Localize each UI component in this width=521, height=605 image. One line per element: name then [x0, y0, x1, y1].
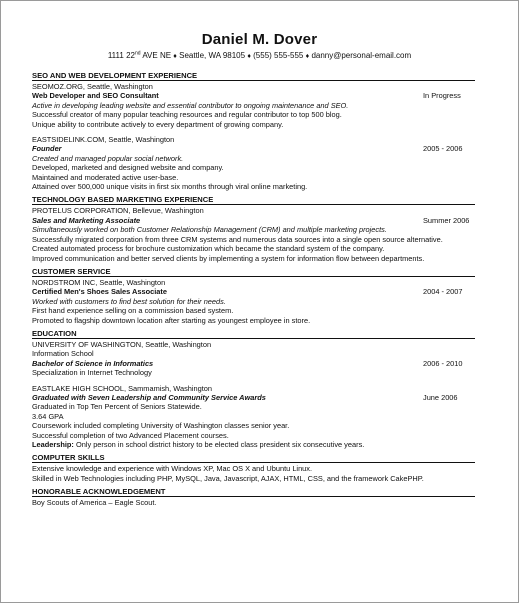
section-seo-experience — [32, 71, 475, 191]
employer: SEOMOZ.ORG, Seattle, Washington — [32, 82, 153, 91]
role-row — [32, 287, 475, 296]
section-title: COMPUTER SKILLS — [32, 453, 475, 463]
degree-row — [32, 359, 475, 368]
section-computer-skills — [32, 453, 475, 483]
section-title: SEO AND WEB DEVELOPMENT EXPERIENCE — [32, 71, 475, 81]
honor-line: Boy Scouts of America – Eagle Scout. — [32, 498, 157, 508]
address-city: Seattle, WA 98105 — [179, 51, 246, 60]
contact-line — [1, 51, 518, 62]
section-title: CUSTOMER SERVICE — [32, 267, 475, 277]
honors-entry — [32, 498, 475, 507]
institution: EASTLAKE HIGH SCHOOL, Sammamish, Washington — [32, 383, 213, 393]
education-date: June 2006 — [423, 392, 458, 402]
degree: Bachelor of Science in Informatics — [32, 358, 154, 368]
address-suffix: nd — [134, 50, 141, 57]
job-date: Summer 2006 — [423, 215, 470, 225]
role-row — [32, 144, 475, 153]
job-detail: Improved communication and better served clients by implementing a system for information flow between departments. — [32, 253, 425, 263]
job-detail: First hand experience selling on a commission based system. — [32, 306, 234, 316]
education-entry — [32, 384, 475, 450]
leadership-label: Leadership: — [32, 440, 74, 449]
section-honors — [32, 487, 475, 507]
diamond-separator-icon: ♦ — [173, 53, 177, 60]
school-name: Information School — [32, 349, 94, 359]
job-detail: Developed, marketed and designed website and company. — [32, 163, 224, 173]
skills-entry — [32, 464, 475, 483]
applicant-name: Daniel M. Dover — [201, 31, 318, 48]
leadership-text: Only person in school district history to be elected class president six consecutive years. — [73, 440, 365, 449]
job-date: 2005 - 2006 — [423, 144, 463, 154]
specialization: Specialization in Internet Technology — [32, 368, 152, 378]
job-title: Founder — [32, 144, 62, 154]
education-detail: Successful completion of two Advanced Placement courses. — [32, 430, 229, 440]
award: Graduated with Seven Leadership and Community Service Awards — [32, 392, 266, 402]
role-row — [32, 91, 475, 100]
job-summary: Created and managed popular social network. — [32, 153, 184, 163]
skill-line: Skilled in Web Technologies including PHP, MySQL, Java, Javascript, AJAX, HTML, CSS, and the framework CakePHP. — [32, 473, 424, 483]
section-title: EDUCATION — [32, 329, 475, 339]
job-entry — [32, 278, 475, 325]
job-entry — [32, 135, 475, 191]
leadership-line — [32, 440, 475, 449]
address-street: AVE NE — [140, 51, 172, 60]
job-detail: Successfully migrated corporation from three CRM systems and numerous data sources into a single open source alternative. — [32, 234, 443, 244]
job-entry — [32, 206, 475, 262]
education-entry — [32, 340, 475, 378]
job-date: In Progress — [423, 91, 461, 101]
email-address: danny@personal-email.com — [311, 51, 412, 60]
job-title: Sales and Marketing Associate — [32, 215, 141, 225]
employer: NORDSTROM INC, Seattle, Washington — [32, 277, 166, 287]
skill-line: Extensive knowledge and experience with Windows XP, Mac OS X and Ubuntu Linux. — [32, 464, 313, 474]
job-detail: Successful creator of many popular teaching resources and regular contributor to top 500 blog. — [32, 110, 342, 120]
job-summary: Active in developing leading website and essential contributor to ongoing maintenance and SEO. — [32, 100, 349, 110]
education-detail: Graduated in Top Ten Percent of Seniors Statewide. — [32, 402, 202, 412]
job-summary: Simultaneously worked on both Customer Relationship Management (CRM) and multiple marketing projects. — [32, 225, 387, 235]
job-title: Web Developer and SEO Consultant — [32, 91, 159, 101]
job-title: Certified Men's Shoes Sales Associate — [32, 287, 167, 297]
section-title: HONORABLE ACKNOWLEDGEMENT — [32, 487, 475, 497]
job-summary: Worked with customers to find best solution for their needs. — [32, 296, 226, 306]
resume-header — [1, 1, 518, 62]
diamond-separator-icon: ♦ — [305, 53, 310, 60]
job-detail: Created automated process for brochure customization which became the standard system of the company. — [32, 244, 385, 254]
institution: UNIVERSITY OF WASHINGTON, Seattle, Washington — [32, 339, 212, 349]
job-detail: Unique ability to contribute actively to every department of growing company. — [32, 119, 284, 129]
education-detail: Coursework included completing University of Washington classes senior year. — [32, 421, 290, 431]
gpa: 3.64 GPA — [32, 411, 64, 421]
diamond-separator-icon: ♦ — [247, 53, 251, 60]
resume-body — [32, 71, 475, 508]
employer: PROTELUS CORPORATION, Bellevue, Washington — [32, 206, 204, 216]
job-entry — [32, 82, 475, 129]
phone-number: (555) 555-555 — [253, 51, 304, 60]
job-date: 2004 - 2007 — [423, 287, 463, 297]
job-detail: Promoted to flagship downtown location after starting as youngest employee in store. — [32, 315, 311, 325]
education-date: 2006 - 2010 — [423, 358, 463, 368]
role-row — [32, 216, 475, 225]
award-row — [32, 393, 475, 402]
job-detail: Maintained and moderated active user-base. — [32, 172, 179, 182]
job-detail: Attained over 500,000 unique visits in first six months through viral online marketing. — [32, 182, 308, 192]
section-customer-service — [32, 267, 475, 325]
section-education — [32, 329, 475, 449]
address-number: 1111 22 — [107, 51, 135, 60]
section-tech-marketing — [32, 195, 475, 262]
section-title: TECHNOLOGY BASED MARKETING EXPERIENCE — [32, 195, 475, 205]
employer: EASTSIDELINK.COM, Seattle, Washington — [32, 135, 175, 145]
